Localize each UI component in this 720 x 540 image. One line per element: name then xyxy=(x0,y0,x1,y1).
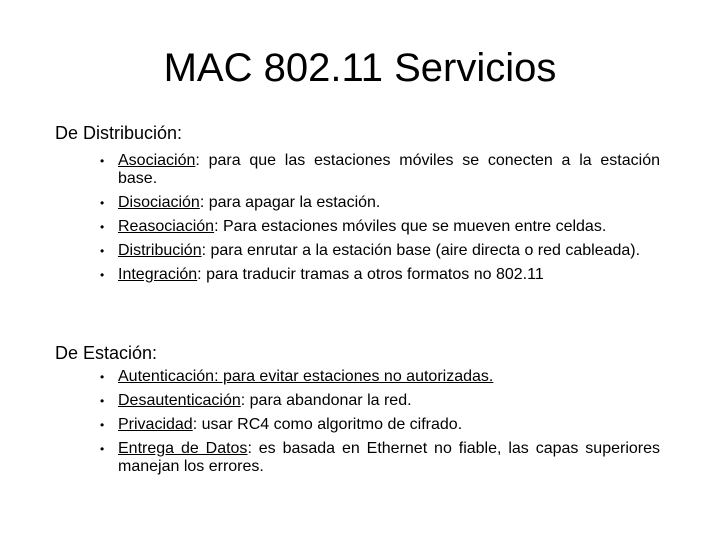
list-item xyxy=(100,392,660,410)
bullet-icon: • xyxy=(100,196,105,210)
item-term: Privacidad xyxy=(118,416,193,433)
item-term: Reasociación xyxy=(118,218,215,235)
list-item xyxy=(100,242,660,260)
estacion-list xyxy=(100,368,660,482)
item-term: Autenticación: para evitar estaciones no autorizadas. xyxy=(118,368,494,385)
item-term: Asociación xyxy=(118,152,196,169)
item-term: Disociación xyxy=(118,194,200,211)
item-term: Entrega de Datos xyxy=(118,440,248,457)
list-item xyxy=(100,194,660,212)
list-item xyxy=(100,368,660,386)
item-term: Integración xyxy=(118,266,198,283)
bullet-icon: • xyxy=(100,244,105,258)
list-item xyxy=(100,218,660,236)
bullet-icon: • xyxy=(100,154,105,168)
bullet-icon: • xyxy=(100,220,105,234)
item-term: Distribución xyxy=(118,242,202,259)
list-item xyxy=(100,416,660,434)
item-text: : Para estaciones móviles que se mueven entre celdas. xyxy=(214,218,607,235)
item-term: Desautenticación xyxy=(118,392,241,409)
list-item xyxy=(100,266,660,284)
bullet-icon: • xyxy=(100,370,105,384)
item-text: : es basada en Ethernet no fiable, las capas superiores manejan los errores. xyxy=(118,440,660,475)
item-text: : para abandonar la red. xyxy=(240,392,412,409)
bullet-icon: • xyxy=(100,394,105,408)
item-text: : para apagar la estación. xyxy=(199,194,381,211)
item-text: : para traducir tramas a otros formatos no 802.11 xyxy=(197,266,544,283)
item-text: : para que las estaciones móviles se conecten a la estación base. xyxy=(118,152,660,187)
distribucion-list xyxy=(100,152,660,290)
list-item xyxy=(100,152,660,188)
section-heading-estacion: De Estación: xyxy=(55,343,158,363)
bullet-icon: • xyxy=(100,442,105,456)
bullet-icon: • xyxy=(100,268,105,282)
section-heading-distribucion: De Distribución: xyxy=(55,123,183,143)
bullet-icon: • xyxy=(100,418,105,432)
list-item xyxy=(100,440,660,476)
item-text: : usar RC4 como algoritmo de cifrado. xyxy=(192,416,463,433)
slide-title: MAC 802.11 Servicios xyxy=(163,46,557,90)
item-text: : para enrutar a la estación base (aire directa o red cableada). xyxy=(201,242,641,259)
